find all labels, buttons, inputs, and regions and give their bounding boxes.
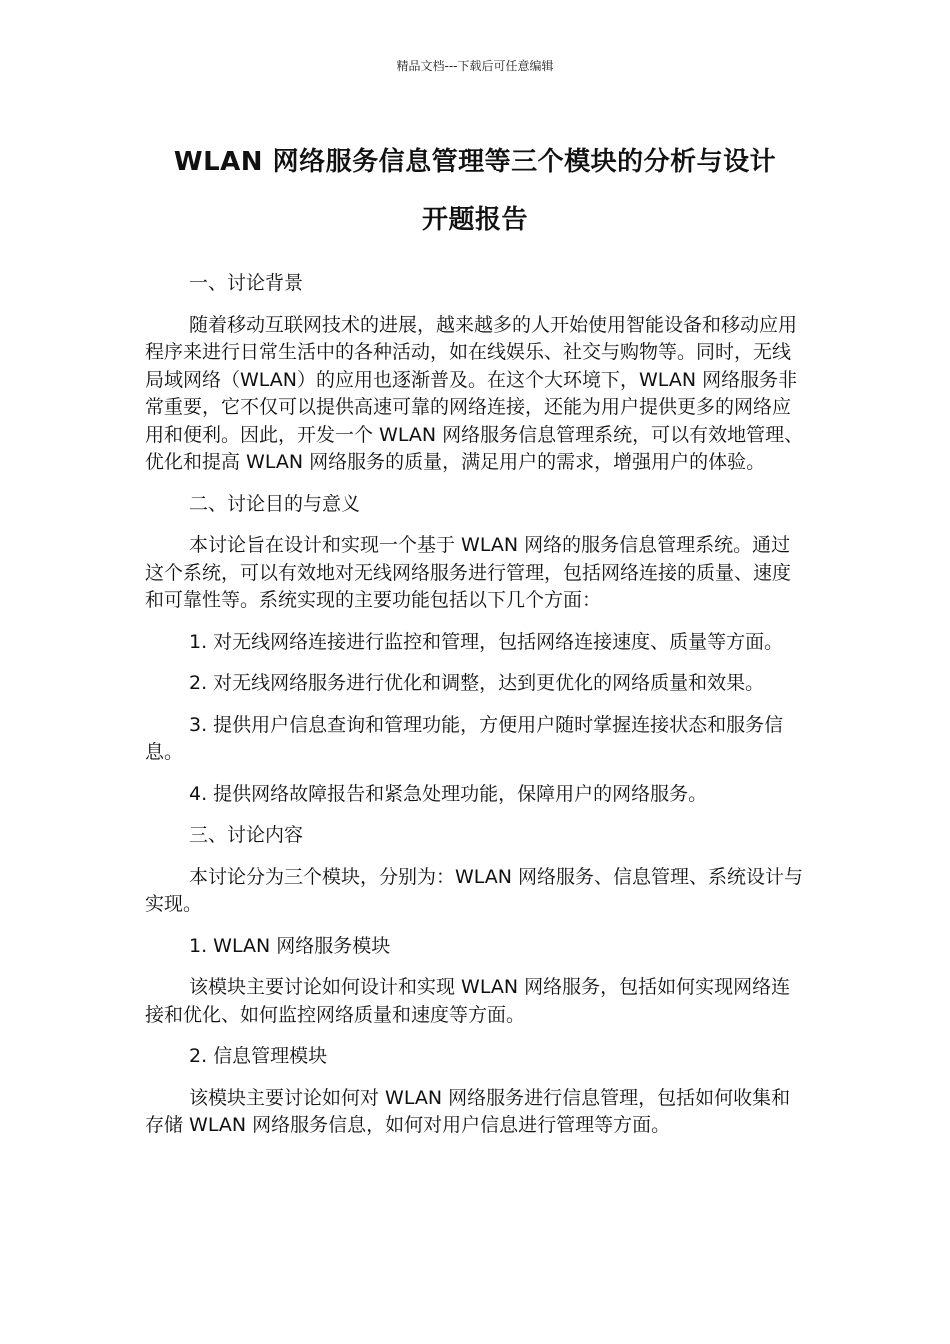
paragraph-background: 随着移动互联网技术的进展，越来越多的人开始使用智能设备和移动应用程序来进行日常生活中的各种活动，如在线娱乐、社交与购物等。同时，无线局域网络（WLAN）的应用也逐渐普及。在这个大环境下，WLAN 网络服务非常重要，它不仅可以提供高速可靠的网络连接，还能为用户提供更多的网络应用和便利。因此，开发一个 WLAN 网络服务信息管理系统，可以有效地管理、优化和提高 WLAN 网络服务的质量，满足用户的需求，增强用户的体验。 (145, 313, 804, 473)
list-item-function-3: 3. 提供用户信息查询和管理功能，方便用户随时掌握连接状态和服务信息。 (145, 713, 784, 763)
header-note: 精品文档---下载后可任意编辑 (396, 59, 554, 73)
section-heading-content: 三、讨论内容 (189, 824, 304, 846)
section-heading-purpose: 二、讨论目的与意义 (189, 492, 361, 515)
paragraph-purpose: 本讨论旨在设计和实现一个基于 WLAN 网络的服务信息管理系统。通过这个系统，可以有效地对无线网络服务进行管理，包括网络连接的质量、速度和可靠性等。系统实现的主要功能包括以下几个方面： (145, 534, 792, 611)
document-title (140, 133, 810, 249)
document-body (145, 270, 807, 1154)
module-heading-info: 2. 信息管理模块 (189, 1045, 328, 1067)
paragraph-module-info: 该模块主要讨论如何对 WLAN 网络服务进行信息管理，包括如何收集和存储 WLAN 网络服务信息，如何对用户信息进行管理等方面。 (145, 1086, 791, 1136)
list-item-function-2: 2. 对无线网络服务进行优化和调整，达到更优化的网络质量和效果。 (189, 672, 765, 694)
paragraph-module-wlan: 该模块主要讨论如何设计和实现 WLAN 网络服务，包括如何实现网络连接和优化、如何监控网络质量和速度等方面。 (145, 976, 791, 1026)
section-heading-background: 一、讨论背景 (189, 272, 304, 294)
list-item-function-1: 1. 对无线网络连接进行监控和管理，包括网络连接速度、质量等方面。 (189, 630, 784, 653)
paragraph-content: 本讨论分为三个模块，分别为：WLAN 网络服务、信息管理、系统设计与实现。 (145, 865, 804, 915)
list-item-function-4: 4. 提供网络故障报告和紧急处理功能，保障用户的网络服务。 (189, 782, 708, 805)
title-line-1: WLAN 网络服务信息管理等三个模块的分析与设计 (173, 147, 777, 177)
title-line-2: 开题报告 (421, 205, 528, 235)
module-heading-wlan: 1. WLAN 网络服务模块 (189, 934, 391, 957)
